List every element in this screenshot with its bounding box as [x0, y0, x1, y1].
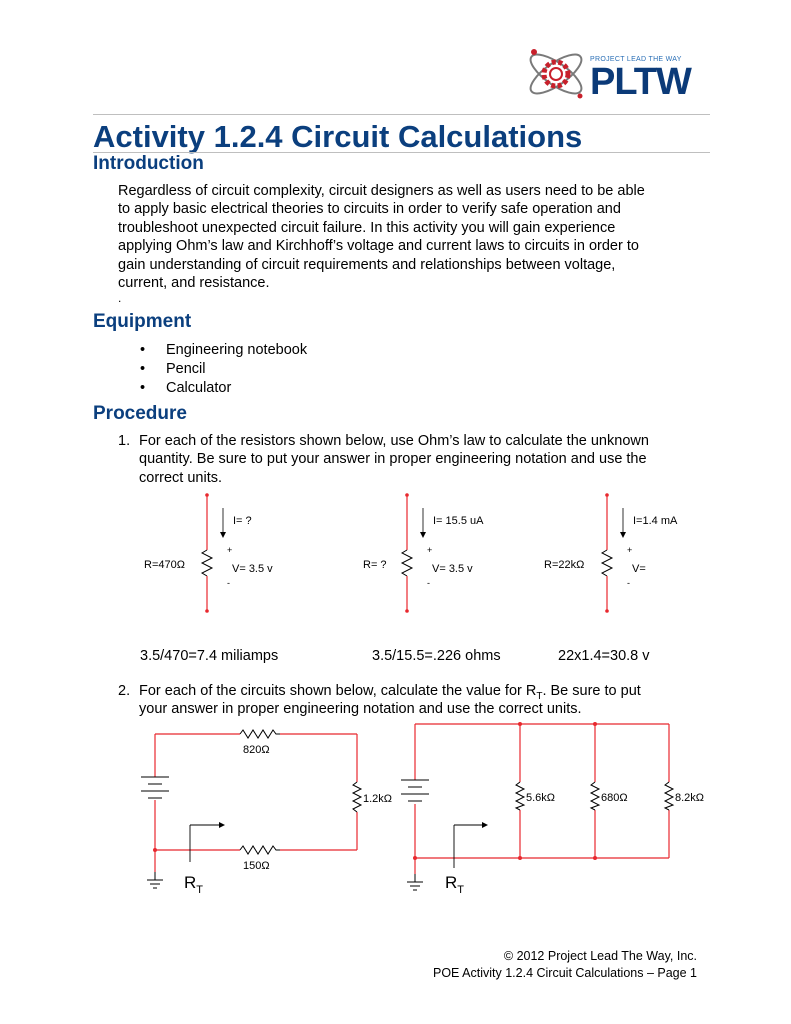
probe-arrow-icon	[454, 825, 483, 868]
svg-text:+: +	[427, 545, 433, 555]
step-text: quantity. Be sure to put your answer in proper engineering notation and use the	[139, 451, 647, 468]
answer-1: 3.5/470=7.4 miliamps	[140, 648, 279, 664]
probe-arrow-icon	[190, 825, 220, 862]
list-item: • Engineering notebook	[140, 342, 308, 358]
svg-text:+: +	[627, 545, 633, 555]
equipment-heading: Equipment	[93, 311, 192, 332]
svg-text:-: -	[627, 578, 630, 588]
parallel-rt-label: $R_T$	[445, 873, 465, 896]
voltage-label: V= 3.5 v	[232, 563, 273, 575]
bullet-icon: •	[140, 361, 146, 377]
step-text: your answer in proper engineering notation and use the correct units.	[139, 701, 582, 718]
procedure-heading: Procedure	[93, 403, 187, 424]
resistance-label: R=22kΩ	[544, 559, 585, 571]
intro-line: applying Ohm’s law and Kirchhoff’s voltage and current laws to circuits in order to	[118, 238, 639, 255]
series-circuit-diagram	[135, 722, 393, 902]
intro-line: troubleshoot unexpected circuit failure. In this activity you will gain experience	[118, 219, 616, 236]
step-text: For each of the circuits shown below, calculate the value for $R_T$. Be sure to put	[139, 683, 641, 702]
equipment-list	[140, 341, 307, 398]
svg-text:-: -	[227, 578, 230, 588]
pltw-logo	[520, 42, 710, 106]
bullet-icon: •	[140, 342, 146, 358]
series-r2-label: 1.2kΩ	[363, 793, 393, 805]
atom-gear-icon	[520, 42, 590, 106]
svg-text:-: -	[427, 578, 430, 588]
logo-wordmark: PLTW	[590, 61, 691, 103]
intro-line: gain understanding of circuit requirements and relationships between voltage,	[118, 256, 616, 273]
ground-icon	[407, 874, 423, 890]
resistor-diagram-3	[544, 493, 678, 613]
introduction-heading: Introduction	[93, 153, 204, 174]
resistor-diagram-2	[363, 493, 484, 613]
list-item: • Calculator	[140, 380, 232, 396]
resistance-label: R= ?	[363, 559, 387, 571]
intro-line: to apply basic electrical theories to circuits in order to verify safe operation and	[118, 201, 621, 218]
footer-page-label: POE Activity 1.2.4 Circuit Calculations – Page 1	[432, 966, 697, 980]
battery-icon	[401, 780, 429, 801]
ground-icon	[147, 872, 163, 888]
parallel-r3-label: 8.2kΩ	[675, 792, 705, 804]
header-rule	[93, 114, 710, 115]
introduction-paragraph	[118, 182, 708, 292]
step-number: 1.	[118, 433, 131, 449]
current-label: I= 15.5 uA	[433, 515, 484, 527]
series-r3-label: 150Ω	[243, 860, 270, 872]
step-number: 2.	[118, 683, 131, 699]
series-rt-label: $R_T$	[184, 873, 204, 896]
ohms-law-resistor-diagrams	[130, 490, 710, 620]
list-item: • Pencil	[140, 361, 206, 377]
intro-line: Regardless of circuit complexity, circuit designers as well as users need to be able	[118, 183, 645, 199]
battery-icon	[141, 777, 169, 798]
page-title: Activity 1.2.4 Circuit Calculations	[93, 119, 583, 154]
series-r1-label: 820Ω	[243, 744, 270, 756]
parallel-r1-label: 5.6kΩ	[526, 792, 556, 804]
footer-copyright: © 2012 Project Lead The Way, Inc.	[503, 949, 697, 963]
intro-line: current, and resistance.	[118, 275, 270, 292]
parallel-circuit-diagram	[397, 712, 722, 902]
current-label: I= ?	[233, 515, 252, 527]
resistance-label: R=470Ω	[144, 559, 185, 571]
answer-3: 22x1.4=30.8 v	[558, 648, 650, 664]
voltage-label: V= 3.5 v	[432, 563, 473, 575]
bullet-icon: •	[140, 380, 146, 396]
stray-period: .	[118, 291, 122, 305]
procedure-step-1	[118, 432, 718, 488]
answer-2: 3.5/15.5=.226 ohms	[372, 648, 501, 664]
resistor-diagram-1	[144, 493, 273, 613]
step-text: For each of the resistors shown below, use Ohm’s law to calculate the unknown	[139, 433, 649, 449]
voltage-label: V=	[632, 563, 646, 575]
svg-text:+: +	[227, 545, 233, 555]
parallel-r2-label: 680Ω	[601, 792, 628, 804]
step-text: correct units.	[139, 469, 222, 486]
logo-tagline: PROJECT LEAD THE WAY	[590, 56, 682, 63]
current-label: I=1.4 mA	[633, 515, 678, 527]
